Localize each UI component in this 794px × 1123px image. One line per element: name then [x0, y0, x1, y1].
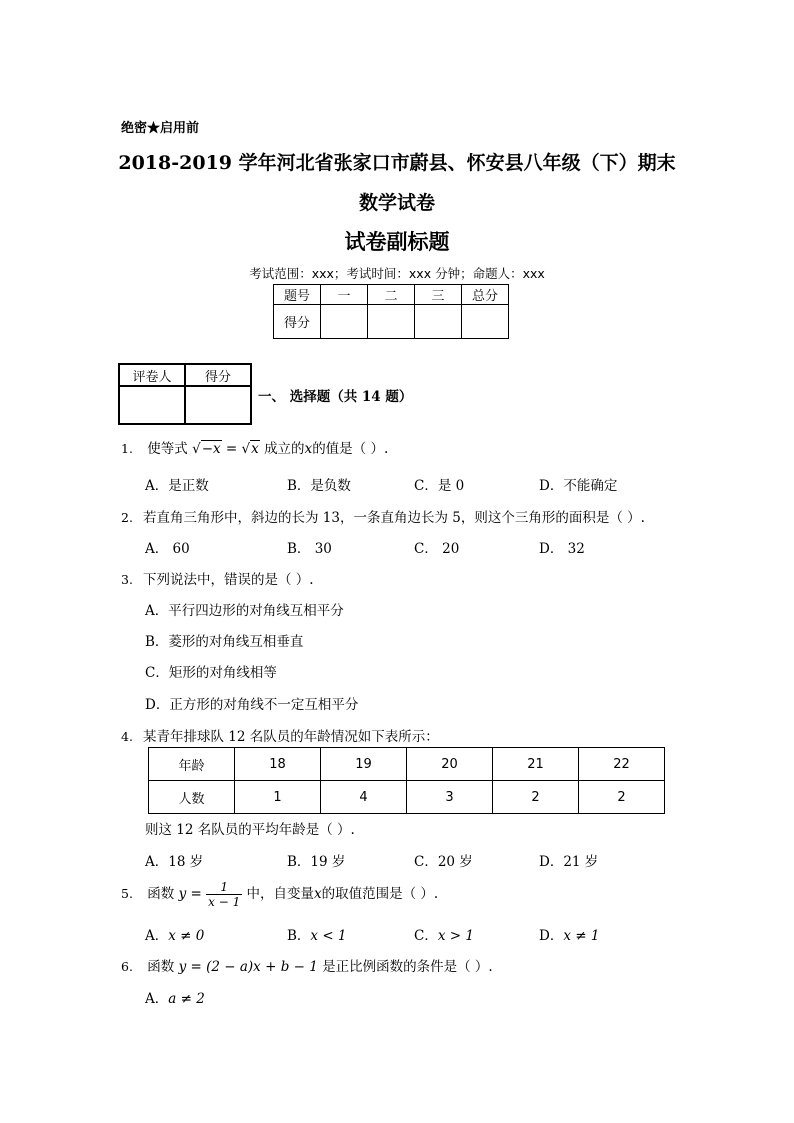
question-number: 3. — [121, 572, 133, 587]
option[interactable]: D．x ≠ 1 — [539, 928, 600, 944]
score-header-cell: 一 — [321, 285, 368, 305]
age-cell: 21 — [493, 748, 579, 781]
question-text: 是正比例函数的条件是（ ）. — [322, 959, 493, 975]
question-1 — [121, 437, 388, 457]
grader-cell[interactable] — [119, 386, 185, 424]
count-cell: 1 — [235, 781, 321, 814]
option[interactable]: D．不能确定 — [539, 478, 618, 494]
question-text: 函数 — [147, 886, 175, 902]
question-4 — [121, 725, 439, 745]
option[interactable]: A．a ≠ 2 — [145, 991, 205, 1007]
age-cell: 19 — [321, 748, 407, 781]
option[interactable]: C．20 岁 — [414, 854, 473, 870]
exam-subtitle: 试卷副标题 — [344, 229, 450, 254]
question-text: 则这 12 名队员的平均年龄是（ ）. — [145, 822, 355, 838]
score-cell[interactable] — [462, 305, 509, 339]
question-5 — [121, 880, 438, 909]
option[interactable]: D．21 岁 — [539, 854, 599, 870]
option[interactable]: D． 32 — [539, 541, 585, 557]
option[interactable]: A．18 岁 — [145, 854, 204, 870]
score-cell[interactable] — [415, 305, 462, 339]
grader-header-cell: 评卷人 — [119, 364, 185, 386]
grader-cell[interactable] — [185, 386, 251, 424]
question-text: 若直角三角形中，斜边的长为 13，一条直角边长为 5，则这个三角形的面积是（ ）. — [143, 510, 645, 526]
exam-title-line1: 2018-2019 学年河北省张家口市蔚县、怀安县八年级（下）期末 — [118, 152, 676, 174]
question-number: 2. — [121, 510, 133, 525]
question-text: 下列说法中，错误的是（ ）. — [143, 572, 314, 588]
option[interactable]: B．19 岁 — [287, 854, 346, 870]
question-2 — [121, 506, 645, 526]
question-text: 某青年排球队 12 名队员的年龄情况如下表所示： — [143, 729, 439, 745]
question-text: 成立的 — [264, 441, 305, 457]
count-cell: 3 — [407, 781, 493, 814]
function-expression: y = — [178, 886, 202, 902]
option[interactable]: A．平行四边形的对角线互相平分 — [145, 603, 344, 619]
grader-header-cell: 得分 — [185, 364, 251, 386]
option[interactable]: C．是 0 — [414, 478, 465, 494]
score-cell[interactable] — [321, 305, 368, 339]
score-header-cell: 总分 — [462, 285, 509, 305]
score-row-label: 得分 — [274, 305, 321, 339]
equation: √−x = √x — [192, 441, 259, 457]
grader-table — [118, 363, 252, 425]
fraction: $\frac{1}{x - 1}$ — [208, 880, 241, 909]
count-cell: 2 — [579, 781, 665, 814]
count-cell: 人数 — [149, 781, 235, 814]
function-expression: y = (2 − a)x + b − 1 — [178, 959, 318, 975]
score-header-cell: 题号 — [274, 285, 321, 305]
option[interactable]: C．矩形的对角线相等 — [145, 665, 277, 681]
age-cell: 22 — [579, 748, 665, 781]
score-cell[interactable] — [368, 305, 415, 339]
question-number: 5. — [121, 886, 133, 901]
question-3 — [121, 568, 314, 588]
count-cell: 4 — [321, 781, 407, 814]
question-text: 使等式 — [147, 441, 188, 457]
age-cell: 18 — [235, 748, 321, 781]
question-text: 中，自变量 — [246, 886, 315, 902]
age-cell: 20 — [407, 748, 493, 781]
exam-title-line2: 数学试卷 — [358, 192, 435, 214]
section-title: 一、 选择题（共 14 题） — [258, 389, 413, 405]
option[interactable]: A．是正数 — [145, 478, 209, 494]
score-header-cell: 二 — [368, 285, 415, 305]
age-table — [148, 747, 665, 814]
score-header-cell: 三 — [415, 285, 462, 305]
question-6 — [121, 955, 493, 975]
question-text: 的值是（ ）. — [312, 441, 389, 457]
option[interactable]: D．正方形的对角线不一定互相平分 — [145, 697, 359, 713]
option[interactable]: C．x > 1 — [414, 928, 474, 944]
option[interactable]: A． 60 — [145, 541, 190, 557]
question-number: 6. — [121, 959, 133, 974]
option[interactable]: B．菱形的对角线互相垂直 — [145, 634, 304, 650]
question-number: 1. — [121, 441, 133, 456]
exam-info: 考试范围：xxx；考试时间：xxx 分钟；命题人：xxx — [249, 266, 545, 281]
variable: x — [314, 886, 322, 902]
option[interactable]: B． 30 — [287, 541, 332, 557]
count-cell: 2 — [493, 781, 579, 814]
option[interactable]: B．是负数 — [287, 478, 351, 494]
variable: x — [304, 441, 313, 457]
option[interactable]: A．x ≠ 0 — [145, 928, 205, 944]
question-number: 4. — [121, 729, 133, 744]
question-text: 的取值范围是（ ）. — [321, 886, 439, 902]
score-table — [273, 284, 509, 339]
option[interactable]: C． 20 — [414, 541, 460, 557]
age-cell: 年龄 — [149, 748, 235, 781]
confidential-mark: 绝密★启用前 — [121, 121, 200, 136]
question-text: 函数 — [147, 959, 175, 975]
option[interactable]: B．x < 1 — [287, 928, 347, 944]
